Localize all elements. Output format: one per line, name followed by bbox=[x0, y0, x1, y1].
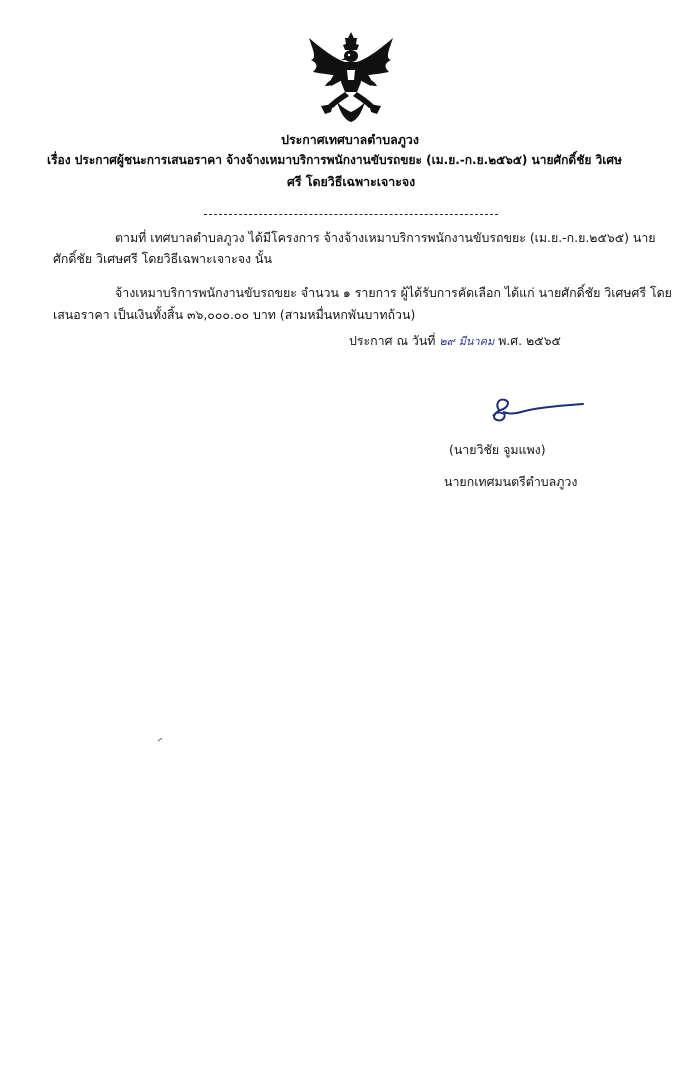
paragraph-1-line-1: ตามที่ เทศบาลตำบลภูวง ได้มีโครงการ จ้างจ้างเหมาบริการพนักงานขับรถขยะ (เม.ย.-ก.ย.๒๕๖๕) นาย bbox=[115, 230, 656, 245]
signatory-name: (นายวิชัย จูมแพง) bbox=[449, 442, 546, 457]
document-title: ประกาศเทศบาลตำบลภูวง bbox=[281, 132, 419, 147]
announcement-date-line bbox=[349, 333, 561, 350]
paper-mark bbox=[157, 737, 163, 742]
announce-prefix: ประกาศ ณ วันที่ bbox=[349, 333, 436, 348]
handwritten-month: มีนาคม bbox=[458, 335, 495, 348]
subject-line-2: ศรี โดยวิธีเฉพาะเจาะจง bbox=[287, 174, 416, 189]
signatory-position: นายกเทศมนตรีตำบลภูวง bbox=[444, 474, 578, 489]
separator-line bbox=[204, 214, 498, 215]
paragraph-2-line-2: เสนอราคา เป็นเงินทั้งสิ้น ๓๖,๐๐๐.๐๐ บาท (สามหมื่นหกพันบาทถ้วน) bbox=[53, 307, 416, 322]
signature-icon bbox=[485, 394, 585, 426]
handwritten-day: ๒๙ bbox=[439, 335, 455, 348]
garuda-emblem bbox=[303, 30, 399, 124]
paragraph-2-line-1: จ้างเหมาบริการพนักงานขับรถขยะ จำนวน ๑ รายการ ผู้ได้รับการคัดเลือก ได้แก่ นายศักดิ์ชัย วิเศษศรี โดย bbox=[115, 285, 672, 300]
subject-line-1: เรื่อง ประกาศผู้ชนะการเสนอราคา จ้างจ้างเหมาบริการพนักงานขับรถขยะ (เม.ย.-ก.ย.๒๕๖๕) นายศักดิ์ชัย วิเศษ bbox=[47, 153, 622, 167]
announce-suffix: พ.ศ. ๒๕๖๕ bbox=[498, 333, 561, 348]
paragraph-1-line-2: ศักดิ์ชัย วิเศษศรี โดยวิธีเฉพาะเจาะจง นั้น bbox=[53, 251, 272, 266]
